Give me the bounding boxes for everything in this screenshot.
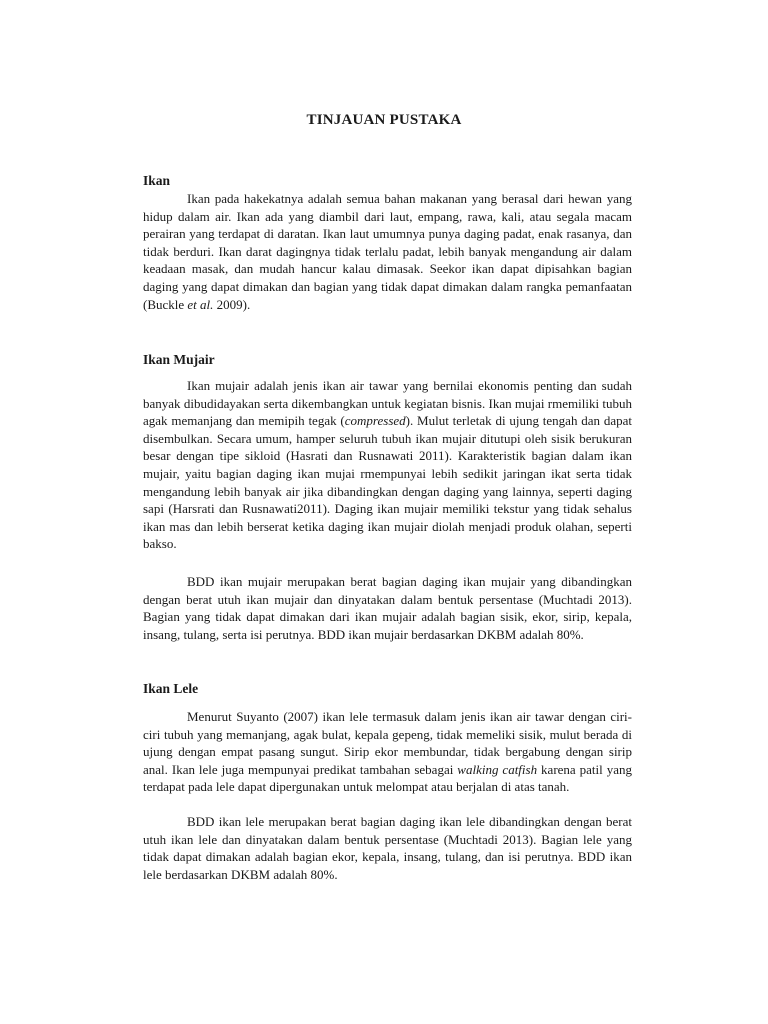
paragraph-ikan-mujair-1 (143, 377, 632, 553)
italic-term: compressed (344, 413, 406, 429)
text-run: karena patil yang terdapat pada lele dapat dipergunakan untuk melompat atau berjalan di atas tanah. (143, 761, 632, 795)
section-heading-ikan-lele: Ikan Lele (143, 681, 199, 696)
italic-term: et al. (187, 296, 214, 312)
text-run: Menurut Suyanto (2007) ikan lele termasuk dalam jenis ikan air tawar dengan ciri-ciri tubuh yang memanjang, agak bulat, kepala gepeng, tidak memeliki sisik, mulut berada di ujung dengan empat pasang sungut. Sirip ekor membundar, tidak bergabung dengan sirip anal. Ikan lele juga mempunyai predikat tambahan sebagai (143, 709, 632, 777)
paragraph-ikan-lele-2 (143, 813, 632, 883)
text-run: BDD ikan mujair merupakan berat bagian daging ikan mujair yang dibandingkan dengan berat utuh ikan mujair dan dinyatakan dalam bentuk persentase (Muchtadi 2013). Bagian yang tidak dapat dimakan dari ikan mujair adalah bagian sisik, ekor, sirip, kepala, insang, tulang, serta isi perutnya. BDD ikan mujair berdasarkan DKBM adalah 80%. (143, 574, 632, 642)
text-run: 2009). (213, 296, 251, 312)
paragraph-ikan-lele-1 (143, 708, 632, 796)
text-run: Ikan mujair adalah jenis ikan air tawar yang bernilai ekonomis penting dan sudah banyak dibudidayakan serta dikembangkan untuk kegiatan bisnis. Ikan mujai rmemiliki tubuh agak memanjang dan memipih tegak ( (143, 378, 632, 429)
section-heading-ikan: Ikan (143, 173, 171, 188)
page-title: TINJAUAN PUSTAKA (306, 112, 462, 128)
italic-term: walking catfish (457, 761, 538, 777)
text-run: Ikan pada hakekatnya adalah semua bahan makanan yang berasal dari hewan yang hidup dalam air. Ikan ada yang diambil dari laut, empang, rawa, kali, atau segala macam perairan yang terdapat di daratan. Ikan laut umumnya punya daging padat, enak rasanya, dan tidak berduri. Ikan darat dagingnya tidak terlalu padat, lebih banyak mengandung air dalam keadaan masak, dan mudah hancur kalau dimasak. Seekor ikan dapat dipisahkan bagian daging yang dapat dimakan dan bagian yang tidak dapat dimakan dalam rangka pemanfaatan (Buckle (143, 191, 632, 312)
paragraph-ikan-1 (143, 190, 632, 313)
text-run: BDD ikan lele merupakan berat bagian daging ikan lele dibandingkan dengan berat utuh ikan lele dan dinyatakan dalam bentuk persentase (Muchtadi 2013). Bagian lele yang tidak dapat dimakan adalah bagian ekor, kepala, insang, tulang, dan isi perutnya. BDD ikan lele berdasarkan DKBM adalah 80%. (143, 814, 632, 882)
section-heading-ikan-mujair: Ikan Mujair (143, 352, 215, 367)
paragraph-ikan-mujair-2 (143, 573, 632, 643)
text-run: ). Mulut terletak di ujung tengah dan dapat disembulkan. Secara umum, hamper seluruh tubuh ikan mujair ditutupi oleh sisik berukuran besar dengan tipe sikloid (Hasrati dan Rusnawati 2011). Karakteristik bagian dalam ikan mujair, yaitu bagian daging ikan mujai rmempunyai lebih sedikit jaringan ikat serta tidak mengandung lebih banyak air jika dibandingkan dengan daging yang lainnya, seperti daging sapi (Harsrati dan Rusnawati2011). Daging ikan mujair memiliki tekstur yang tidak sehalus ikan mas dan lebih berserat ketika daging ikan mujair diolah menjadi produk olahan, seperti bakso. (143, 413, 633, 552)
